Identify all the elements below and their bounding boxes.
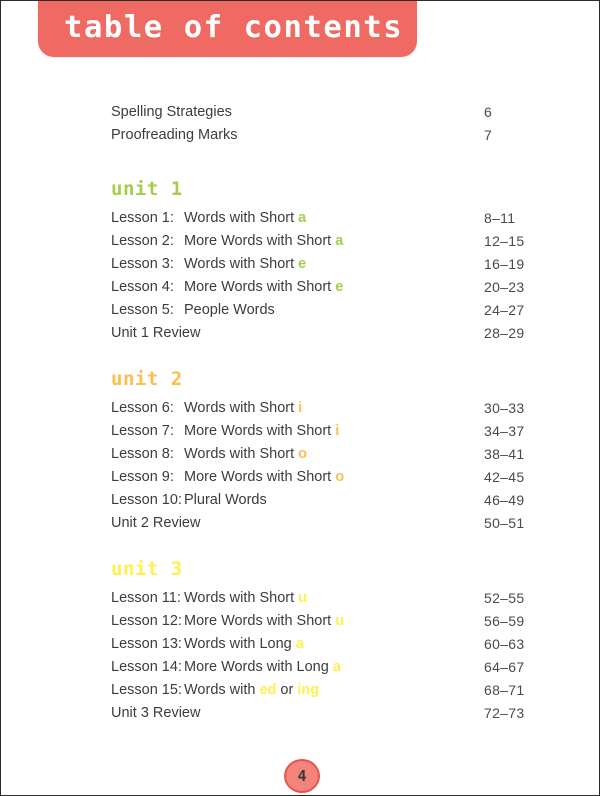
unit-review-pages: 28–29: [484, 325, 525, 341]
lesson-row[interactable]: [111, 656, 541, 679]
toc-entry-label: Proofreading Marks: [111, 127, 238, 143]
lesson-number: Lesson 4:: [111, 279, 174, 295]
lesson-highlight-letter: i: [298, 400, 303, 416]
lesson-pages: 60–63: [484, 636, 525, 652]
lesson-title-text: More Words with Short: [184, 279, 336, 295]
toc-entry-label: Spelling Strategies: [111, 104, 232, 120]
lesson-row[interactable]: [111, 207, 541, 230]
unit-review-row[interactable]: [111, 702, 541, 725]
lesson-highlight-letter: e: [298, 256, 307, 272]
lesson-pages: 46–49: [484, 492, 525, 508]
unit-review-label: Unit 2 Review: [111, 515, 201, 531]
toc-entry[interactable]: [111, 124, 541, 147]
lesson-pages: 52–55: [484, 590, 525, 606]
lesson-title-text: Words with Long: [184, 636, 296, 652]
lesson-pages: 56–59: [484, 613, 525, 629]
lesson-number: Lesson 2:: [111, 233, 174, 249]
lesson-number: Lesson 11:: [111, 590, 181, 606]
lesson-number: Lesson 10:: [111, 492, 182, 508]
lesson-number: Lesson 1:: [111, 210, 174, 226]
lesson-title-text-mid: or: [276, 682, 298, 698]
lesson-title-text: Plural Words: [184, 492, 267, 508]
lesson-highlight-letter-2: ing: [297, 682, 320, 698]
lesson-pages: 42–45: [484, 469, 525, 485]
lesson-title-text: More Words with Short: [184, 613, 336, 629]
unit-section: [111, 557, 541, 725]
lesson-highlight-letter: u: [298, 590, 308, 606]
lesson-number: Lesson 14:: [111, 659, 182, 675]
unit-title: unit 2: [111, 368, 183, 390]
lesson-number: Lesson 5:: [111, 302, 174, 318]
unit-review-pages: 72–73: [484, 705, 525, 721]
toc-entry-pages: 6: [484, 104, 493, 120]
lesson-pages: 64–67: [484, 659, 525, 675]
lesson-row[interactable]: [111, 610, 541, 633]
lesson-title-text: People Words: [184, 302, 275, 318]
unit-lesson-list: [111, 397, 541, 535]
unit-title: unit 3: [111, 558, 183, 580]
lesson-title-text: Words with Short: [184, 256, 299, 272]
front-matter-list: [111, 101, 541, 147]
toc-content: [111, 101, 541, 733]
unit-lesson-list: [111, 587, 541, 725]
unit-section: [111, 177, 541, 345]
unit-review-pages: 50–51: [484, 515, 525, 531]
unit-title: unit 1: [111, 178, 183, 200]
unit-section: [111, 367, 541, 535]
lesson-title-text: Words with Short: [184, 210, 299, 226]
unit-sections: [111, 177, 541, 725]
lesson-row[interactable]: [111, 230, 541, 253]
lesson-highlight-letter: i: [335, 423, 340, 439]
lesson-title-text: Words with Short: [184, 590, 299, 606]
lesson-number: Lesson 8:: [111, 446, 174, 462]
lesson-title-text: Words with Short: [184, 446, 299, 462]
unit-review-row[interactable]: [111, 512, 541, 535]
lesson-title-text: Words with Short: [184, 400, 299, 416]
toc-entry[interactable]: [111, 101, 541, 124]
lesson-pages: 16–19: [484, 256, 525, 272]
lesson-highlight-letter: a: [298, 210, 307, 226]
lesson-row[interactable]: [111, 633, 541, 656]
unit-lesson-list: [111, 207, 541, 345]
page-number-badge: 4: [284, 759, 320, 793]
lesson-row[interactable]: [111, 679, 541, 702]
lesson-row[interactable]: [111, 489, 541, 512]
lesson-title-text: More Words with Short: [184, 423, 336, 439]
lesson-pages: 68–71: [484, 682, 525, 698]
lesson-title-text: More Words with Short: [184, 469, 336, 485]
lesson-highlight-letter: ed: [259, 682, 277, 698]
lesson-highlight-letter: a: [332, 659, 341, 675]
lesson-row[interactable]: [111, 397, 541, 420]
lesson-pages: 30–33: [484, 400, 525, 416]
lesson-number: Lesson 3:: [111, 256, 174, 272]
toc-header-banner: [38, 0, 417, 57]
lesson-pages: 34–37: [484, 423, 525, 439]
lesson-pages: 8–11: [484, 210, 516, 226]
lesson-highlight-letter: u: [335, 613, 345, 629]
lesson-number: Lesson 15:: [111, 682, 182, 698]
lesson-pages: 20–23: [484, 279, 525, 295]
lesson-title-text: More Words with Short: [184, 233, 336, 249]
lesson-highlight-letter: a: [335, 233, 344, 249]
toc-entry-pages: 7: [484, 127, 493, 143]
lesson-title-text: Words with: [184, 682, 260, 698]
lesson-number: Lesson 9:: [111, 469, 174, 485]
lesson-number: Lesson 13:: [111, 636, 182, 652]
lesson-row[interactable]: [111, 466, 541, 489]
lesson-pages: 24–27: [484, 302, 525, 318]
lesson-highlight-letter: e: [335, 279, 344, 295]
lesson-pages: 12–15: [484, 233, 525, 249]
lesson-row[interactable]: [111, 253, 541, 276]
lesson-highlight-letter: o: [335, 469, 345, 485]
lesson-highlight-letter: o: [298, 446, 308, 462]
lesson-pages: 38–41: [484, 446, 525, 462]
lesson-row[interactable]: [111, 443, 541, 466]
page-title: table of contents: [64, 10, 404, 45]
lesson-row[interactable]: [111, 420, 541, 443]
lesson-number: Lesson 12:: [111, 613, 182, 629]
lesson-row[interactable]: [111, 299, 541, 322]
unit-review-label: Unit 1 Review: [111, 325, 201, 341]
lesson-number: Lesson 7:: [111, 423, 174, 439]
lesson-title-text: More Words with Long: [184, 659, 333, 675]
unit-review-row[interactable]: [111, 322, 541, 345]
lesson-row[interactable]: [111, 587, 541, 610]
lesson-highlight-letter: a: [295, 636, 304, 652]
lesson-row[interactable]: [111, 276, 541, 299]
lesson-number: Lesson 6:: [111, 400, 174, 416]
unit-review-label: Unit 3 Review: [111, 705, 201, 721]
